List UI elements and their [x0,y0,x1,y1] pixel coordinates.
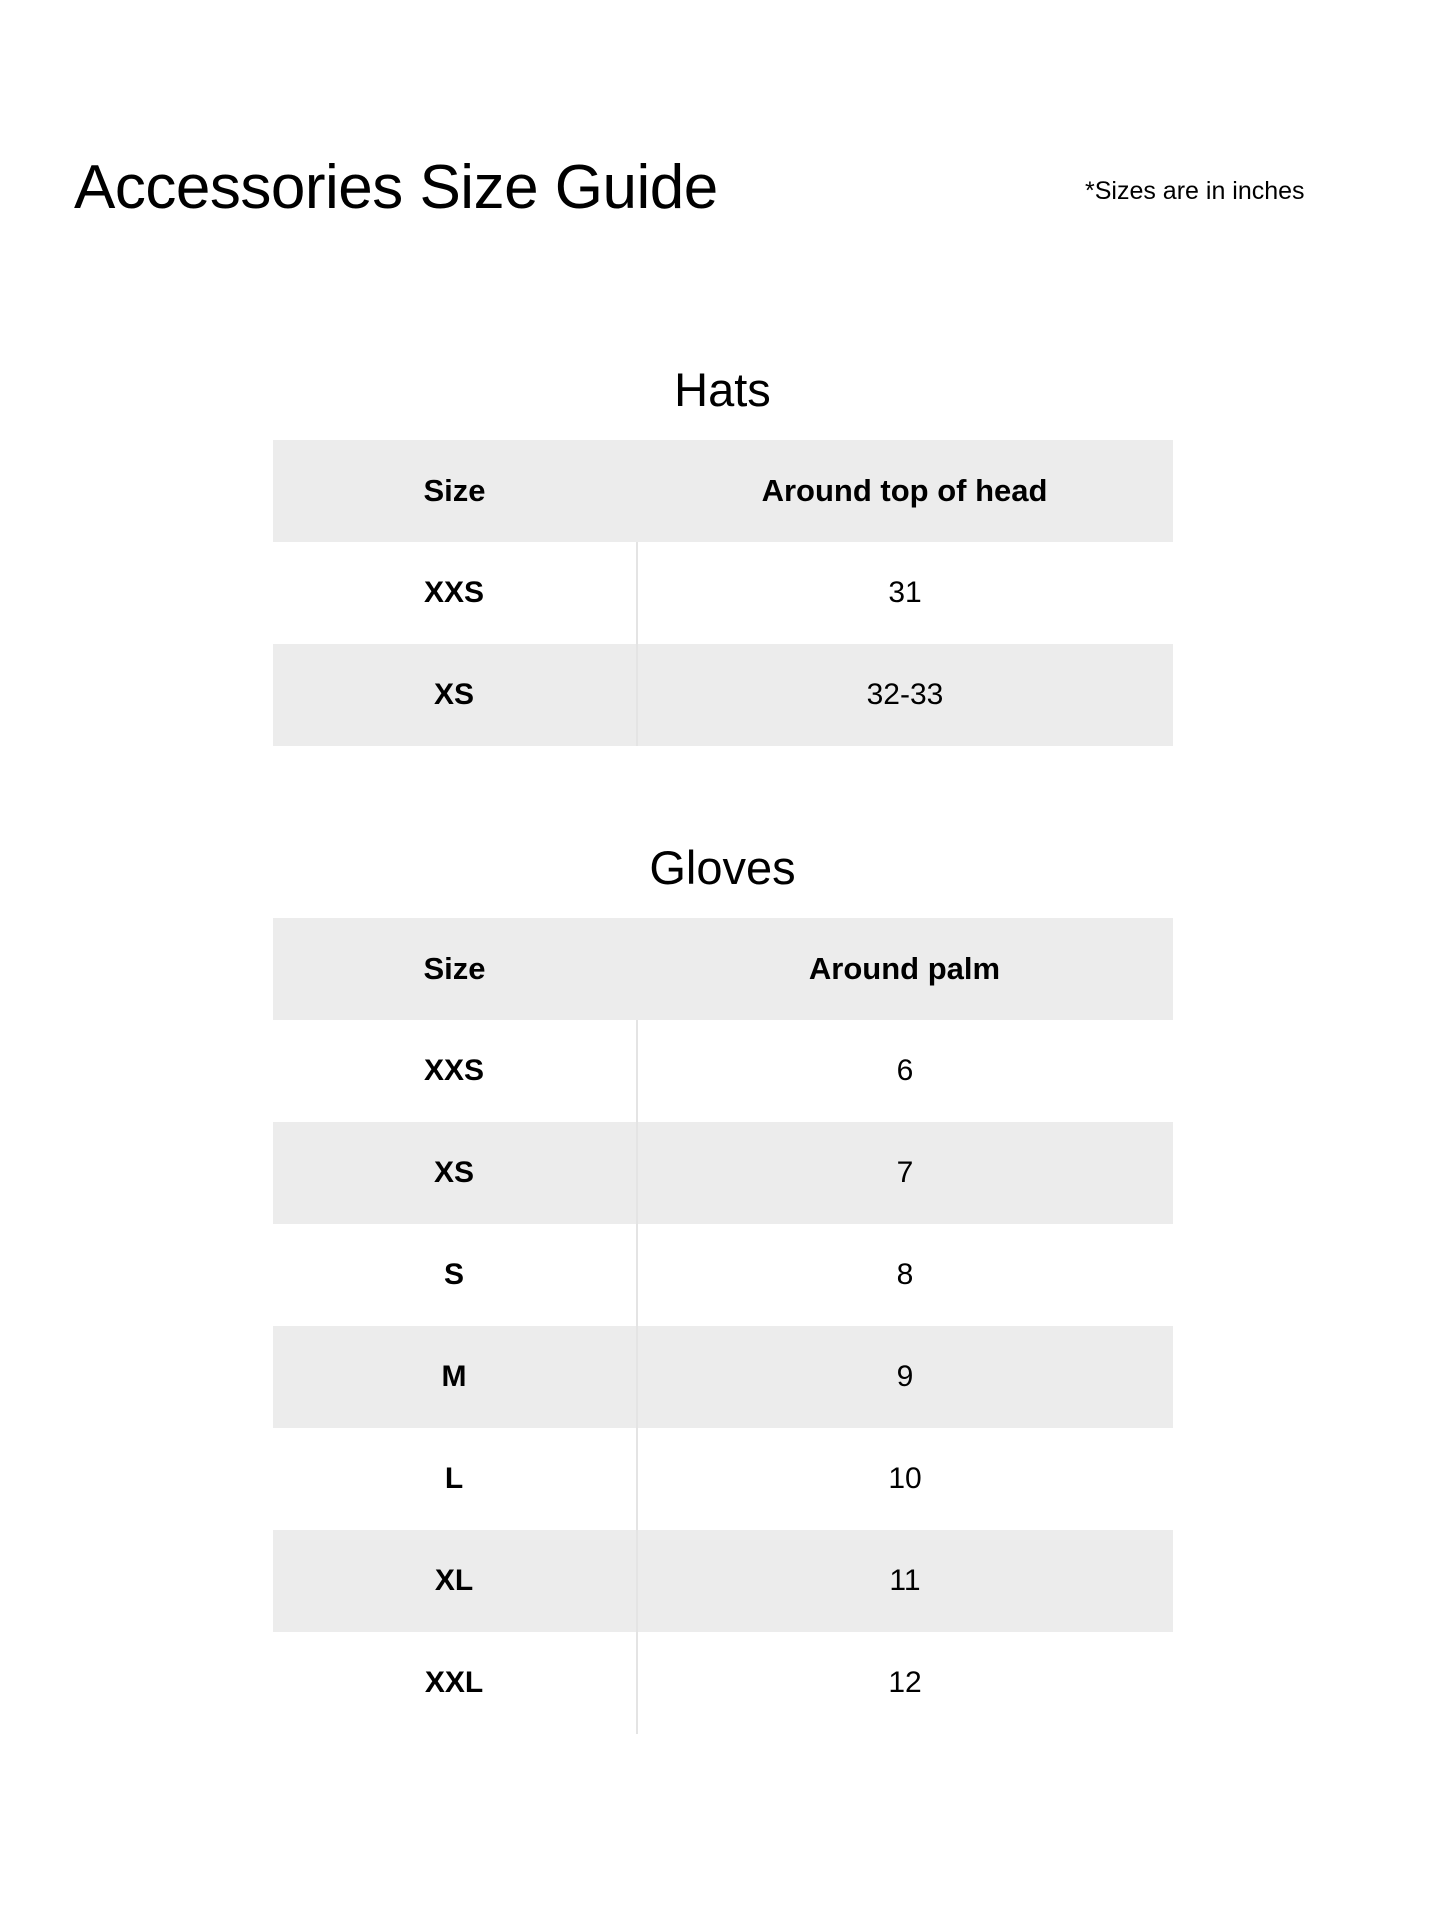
cell-measure: 12 [637,1632,1173,1734]
page-title: Accessories Size Guide [74,153,718,222]
cell-size: XS [273,1122,637,1224]
cell-size: M [273,1326,637,1428]
table-row [273,1224,1173,1326]
section-gloves [0,838,1445,1734]
cell-size: XXL [273,1632,637,1734]
column-header-measure: Around palm [637,918,1173,1020]
table-row [273,1122,1173,1224]
column-header-measure: Around top of head [637,440,1173,542]
cell-measure: 8 [637,1224,1173,1326]
cell-size: XL [273,1530,637,1632]
cell-size: XXS [273,1020,637,1122]
cell-measure: 10 [637,1428,1173,1530]
gloves-size-table [273,918,1173,1734]
table-row [273,1020,1173,1122]
section-title-gloves: Gloves [649,841,796,894]
cell-measure: 32-33 [637,644,1173,746]
table-row [273,644,1173,746]
table-row [273,542,1173,644]
section-title-hats: Hats [674,363,771,416]
cell-measure: 11 [637,1530,1173,1632]
cell-size: S [273,1224,637,1326]
column-header-size: Size [273,918,637,1020]
cell-size: XXS [273,542,637,644]
cell-measure: 9 [637,1326,1173,1428]
table-row [273,1326,1173,1428]
cell-size: XS [273,644,637,746]
cell-measure: 7 [637,1122,1173,1224]
column-header-size: Size [273,440,637,542]
section-hats [0,360,1445,746]
table-row [273,1428,1173,1530]
cell-measure: 6 [637,1020,1173,1122]
cell-size: L [273,1428,637,1530]
units-note: *Sizes are in inches [1085,177,1305,205]
cell-measure: 31 [637,542,1173,644]
table-row [273,1530,1173,1632]
hats-size-table [273,440,1173,746]
table-header-row [273,440,1173,542]
page-header [0,148,1445,228]
table-row [273,1632,1173,1734]
table-header-row [273,918,1173,1020]
